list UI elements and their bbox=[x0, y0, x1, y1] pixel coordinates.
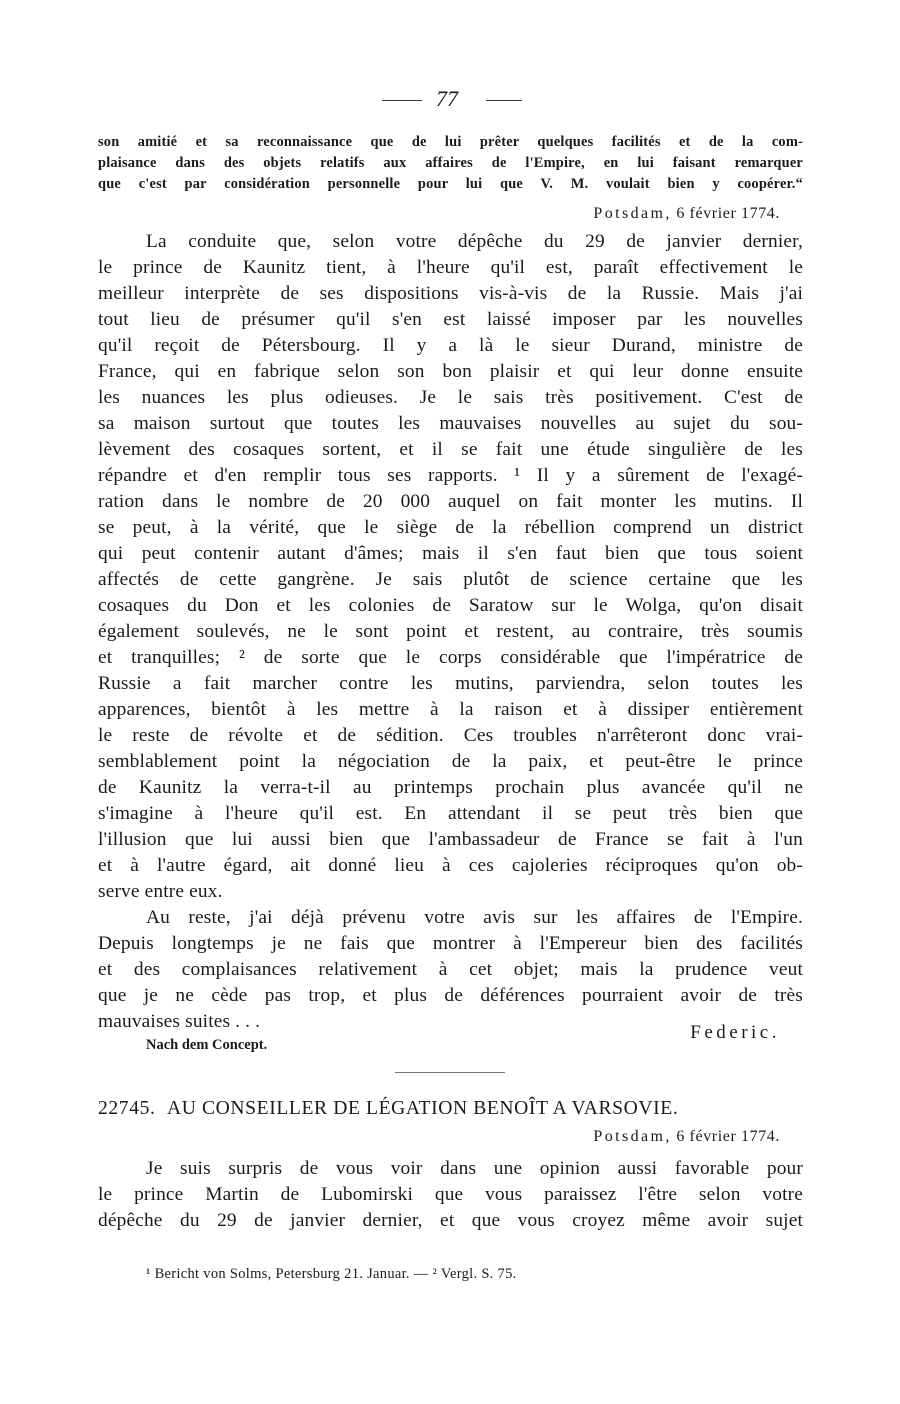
dateline-date: 6 février 1774. bbox=[676, 1128, 780, 1145]
header-rule-right bbox=[486, 100, 522, 101]
body-line: le reste de révolte et de sédition. Ces troubles n'arrêteront donc vrai- bbox=[98, 725, 803, 746]
letter-number: 22745. bbox=[98, 1098, 156, 1119]
body-line: répandre et d'en remplir tous ses rapports. ¹ Il y a sûrement de l'exagé- bbox=[98, 465, 803, 486]
body-line: apparences, bientôt à les mettre à la raison et à dissiper entièrement bbox=[98, 699, 803, 720]
body-line: se peut, à la vérité, que le siège de la rébellion comprend un district bbox=[98, 517, 803, 538]
body-line: et à l'autre égard, ait donné lieu à ces cajoleries réciproques qu'on ob- bbox=[98, 855, 803, 876]
body-line: de Kaunitz la verra-t-il au printemps prochain plus avancée qu'il ne bbox=[98, 777, 803, 798]
body-line: l'illusion que lui aussi bien que l'ambassadeur de France se fait à l'un bbox=[98, 829, 803, 850]
body-line: le prince de Kaunitz tient, à l'heure qu'il est, paraît effectivement le bbox=[98, 257, 803, 278]
footnote: ¹ Bericht von Solms, Petersburg 21. Januar. — ² Vergl. S. 75. bbox=[146, 1266, 517, 1282]
body-line: Russie a fait marcher contre les mutins, parviendra, selon toutes les bbox=[98, 673, 803, 694]
body-line: dépêche du 29 de janvier dernier, et que vous croyez même avoir sujet bbox=[98, 1210, 803, 1231]
dateline-place: Potsdam, bbox=[593, 1128, 672, 1145]
letter-title: AU CONSEILLER DE LÉGATION BENOÎT A VARSOVIE. bbox=[166, 1098, 679, 1119]
body-line: serve entre eux. bbox=[98, 881, 223, 902]
quote-line: plaisance dans des objets relatifs aux affaires de l'Empire, en lui faisant remarquer bbox=[98, 155, 803, 171]
body-line: qui peut contenir autant d'âmes; mais il s'en faut bien que tous soient bbox=[98, 543, 803, 564]
body-line: et des complaisances relativement à cet objet; mais la prudence veut bbox=[98, 959, 803, 980]
body-line: mauvaises suites . . . bbox=[98, 1011, 261, 1032]
quote-line: que c'est par considération personnelle pour lui que V. M. voulait bien y coopérer.“ bbox=[98, 176, 803, 192]
dateline-date: 6 février 1774. bbox=[676, 205, 780, 222]
body-line: La conduite que, selon votre dépêche du 29 de janvier dernier, bbox=[146, 231, 803, 252]
page-number: 77 bbox=[436, 86, 458, 111]
body-line: qu'il reçoit de Pétersbourg. Il y a là le sieur Durand, ministre de bbox=[98, 335, 803, 356]
dateline bbox=[593, 205, 780, 223]
body-line: et tranquilles; ² de sorte que le corps considérable que l'impératrice de bbox=[98, 647, 803, 668]
body-line: Au reste, j'ai déjà prévenu votre avis sur les affaires de l'Empire. bbox=[146, 907, 803, 928]
header-rule-left bbox=[382, 100, 422, 101]
body-line: le prince Martin de Lubomirski que vous paraissez l'être selon votre bbox=[98, 1184, 803, 1205]
section-divider bbox=[395, 1072, 505, 1073]
dateline-place: Potsdam, bbox=[593, 205, 672, 222]
body-line: sa maison surtout que toutes les mauvaises nouvelles au sujet du sou- bbox=[98, 413, 803, 434]
body-line: ration dans le nombre de 20 000 auquel on fait monter les mutins. Il bbox=[98, 491, 803, 512]
body-line: s'imagine à l'heure qu'il est. En attendant il se peut très bien que bbox=[98, 803, 803, 824]
letter-heading bbox=[98, 1098, 678, 1120]
body-line: Depuis longtemps je ne fais que montrer à l'Empereur bien des facilités bbox=[98, 933, 803, 954]
body-line: lèvement des cosaques sortent, et il se fait une étude singulière de les bbox=[98, 439, 803, 460]
quote-line: son amitié et sa reconnaissance que de lui prêter quelques facilités et de la com- bbox=[98, 134, 803, 150]
body-line: cosaques du Don et les colonies de Saratow sur le Wolga, qu'on disait bbox=[98, 595, 803, 616]
body-line: semblablement point la négociation de la paix, et peut-être le prince bbox=[98, 751, 803, 772]
body-line: les nuances les plus odieuses. Je le sais très positivement. C'est de bbox=[98, 387, 803, 408]
dateline bbox=[593, 1128, 780, 1146]
body-line: que je ne cède pas trop, et plus de déférences pourraient avoir de très bbox=[98, 985, 803, 1006]
body-line: tout lieu de présumer qu'il s'en est laissé imposer par les nouvelles bbox=[98, 309, 803, 330]
body-line: Je suis surpris de vous voir dans une opinion aussi favorable pour bbox=[146, 1158, 803, 1179]
body-line: meilleur interprète de ses dispositions vis-à-vis de la Russie. Mais j'ai bbox=[98, 283, 803, 304]
body-line: également soulevés, ne le sont point et restent, au contraire, très soumis bbox=[98, 621, 803, 642]
signature: Federic. bbox=[690, 1022, 780, 1043]
source-note: Nach dem Concept. bbox=[146, 1037, 268, 1053]
body-line: France, qui en fabrique selon son bon plaisir et qui leur donne ensuite bbox=[98, 361, 803, 382]
body-line: affectés de cette gangrène. Je sais plutôt de science certaine que les bbox=[98, 569, 803, 590]
